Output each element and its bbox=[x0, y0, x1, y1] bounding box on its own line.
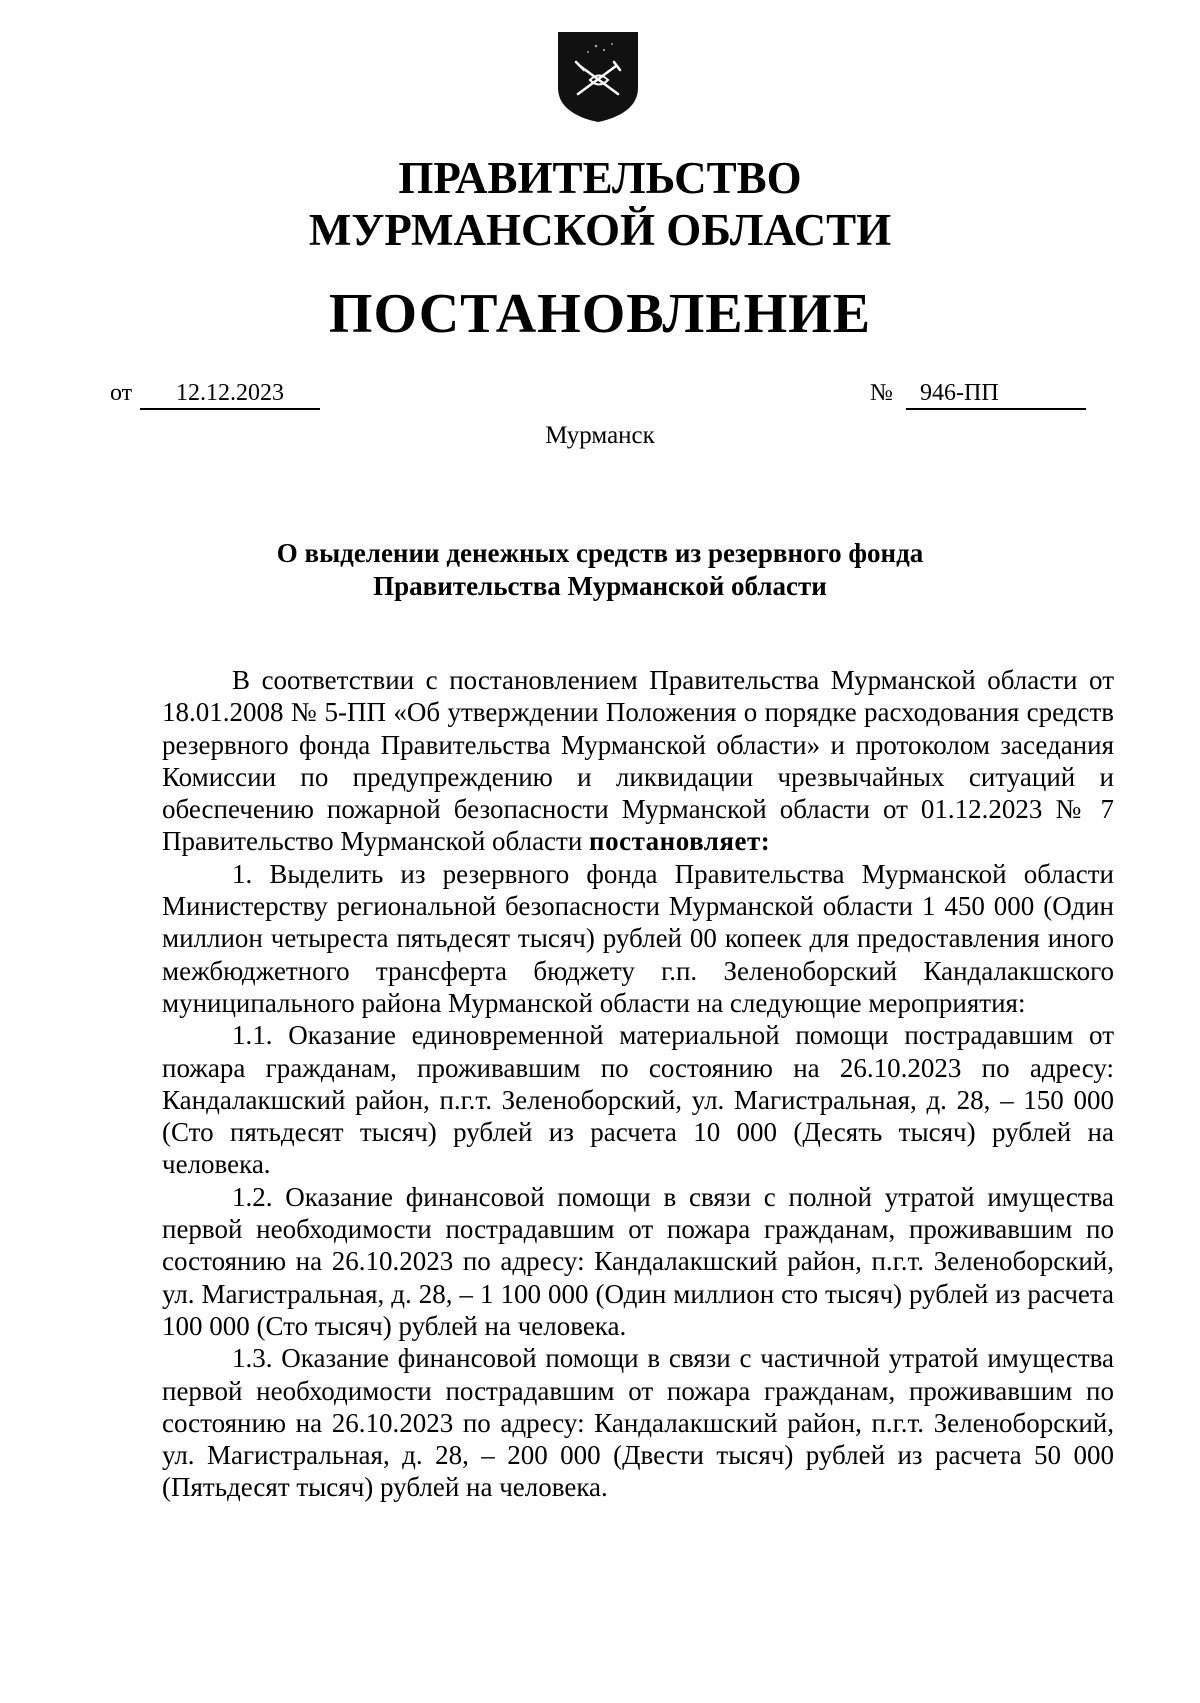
document-number: 946-ПП bbox=[906, 380, 1086, 410]
city-name: Мурманск bbox=[545, 422, 655, 449]
org-name-line1: ПРАВИТЕЛЬСТВО bbox=[398, 153, 802, 203]
item-1-1: 1.1. Оказание единовременной материальной помощи пострадавшим от пожара гражданам, проживавшим по состоянию на 26.10.2023 по адресу: Кандалакшский район, п.г.т. Зеленоборский, ул. Магистральная, д. 28, – 150 000 (Сто пятьдесят тысяч) рублей из расчета 10 000 (Десять тысяч) рублей на человека. bbox=[162, 1020, 1114, 1180]
item-1-2: 1.2. Оказание финансовой помощи в связи с полной утратой имущества первой необходимости пострадавшим от пожара гражданам, проживавшим по состоянию на 26.10.2023 по адресу: Кандалакшский район, п.г.т. Зеленоборский, ул. Магистральная, д. 28, – 1 100 000 (Один миллион сто тысяч) рублей из расчета 100 000 (Сто тысяч) рублей на человека. bbox=[162, 1181, 1114, 1341]
preamble-text: В соответствии с постановлением Правительства Мурманской области от 18.01.2008 № 5-ПП «Об утверждении Положения о порядке расходования средств резервного фонда Правительства Мурманской области» и протоколом заседания Комиссии по предупреждению и ликвидации чрезвычайных ситуаций и обеспечению пожарной безопасности Мурманской области от 01.12.2023 № 7 Правительство Мурманской области bbox=[162, 665, 1114, 857]
document-body bbox=[162, 664, 1114, 1504]
coat-of-arms-icon bbox=[556, 30, 640, 124]
date-value: 12.12.2023 bbox=[140, 380, 320, 410]
preamble-keyword: постановляет: bbox=[589, 826, 771, 857]
org-name-line2: МУРМАНСКОЙ ОБЛАСТИ bbox=[308, 205, 892, 255]
number-label: № bbox=[870, 380, 893, 406]
preamble-paragraph bbox=[162, 664, 1114, 858]
item-1: 1. Выделить из резервного фонда Правительства Мурманской области Министерству региональной безопасности Мурманской области 1 450 000 (Один миллион четыреста пятьдесят тысяч) рублей 00 копеек для предоставления иного межбюджетного трансферта бюджету г.п. Зеленоборский Кандалакшского муниципального района Мурманской области на следующие мероприятия: bbox=[162, 858, 1114, 1018]
subject-line2: Правительства Мурманской области bbox=[373, 571, 827, 601]
document-type-title: ПОСТАНОВЛЕНИЕ bbox=[328, 283, 872, 345]
item-1-3: 1.3. Оказание финансовой помощи в связи с частичной утратой имущества первой необходимости пострадавшим от пожара гражданам, проживавшим по состоянию на 26.10.2023 по адресу: Кандалакшский район, п.г.т. Зеленоборский, ул. Магистральная, д. 28, – 200 000 (Двести тысяч) рублей из расчета 50 000 (Пятьдесят тысяч) рублей на человека. bbox=[162, 1343, 1114, 1503]
subject-line1: О выделении денежных средств из резервного фонда bbox=[276, 538, 924, 568]
date-label: от bbox=[110, 380, 133, 406]
document-subject bbox=[240, 537, 960, 603]
